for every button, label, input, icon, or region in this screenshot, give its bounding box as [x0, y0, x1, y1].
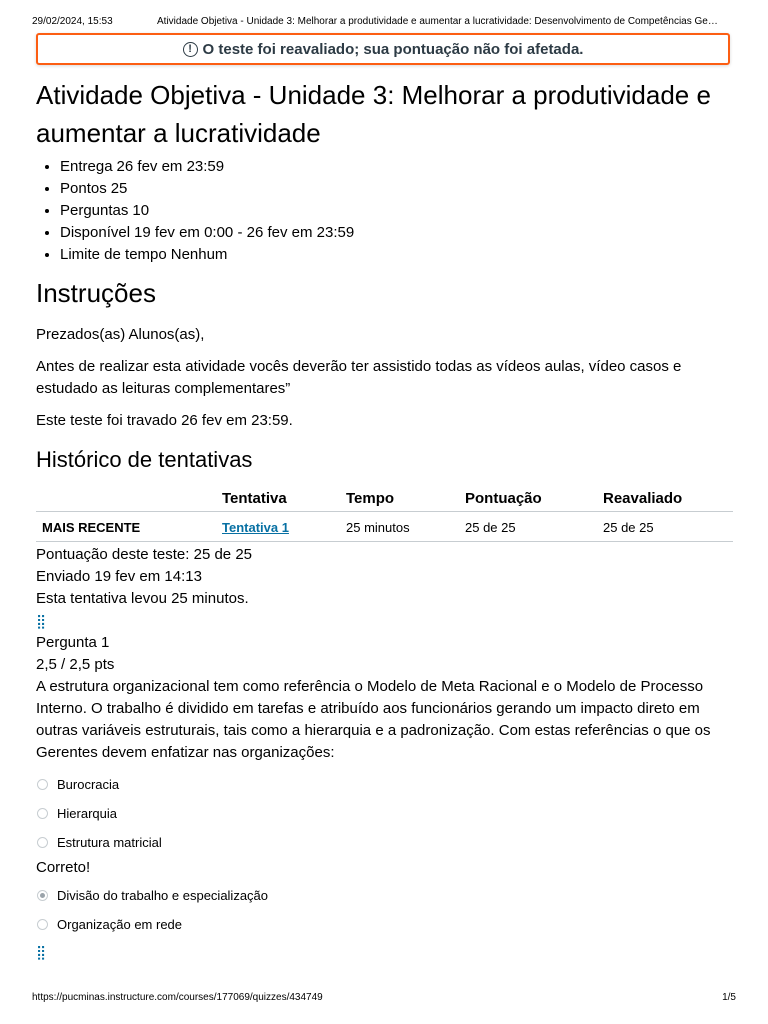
col-header-score: Pontuação	[459, 484, 597, 512]
score-cell: 25 de 25	[459, 512, 597, 542]
submitted-summary: Enviado 19 fev em 14:13	[36, 568, 202, 585]
answer-option[interactable]	[36, 828, 732, 857]
meta-item-time-limit: • Limite de tempo Nenhum	[60, 244, 732, 266]
answer-list	[36, 770, 732, 939]
table-row	[36, 512, 733, 542]
answer-option[interactable]	[36, 799, 732, 828]
meta-item-due: • Entrega 26 fev em 23:59	[60, 156, 732, 178]
table-header-row	[36, 484, 733, 512]
meta-item-points: • Pontos 25	[60, 178, 732, 200]
warning-icon: !	[183, 42, 198, 57]
time-cell: 25 minutos	[340, 512, 459, 542]
row-label: MAIS RECENTE	[36, 512, 216, 542]
question-points: 2,5 / 2,5 pts	[36, 656, 115, 673]
duration-summary: Esta tentativa levou 25 minutos.	[36, 590, 249, 607]
answer-label: Organização em rede	[57, 917, 183, 932]
locked-notice: Este teste foi travado 26 fev em 23:59.	[36, 412, 293, 429]
print-datetime: 29/02/2024, 15:53	[32, 16, 113, 27]
attempt-summary	[36, 544, 732, 610]
score-summary: Pontuação deste teste: 25 de 25	[36, 546, 252, 563]
quiz-content	[36, 72, 732, 963]
print-page-number: 1/5	[722, 992, 736, 1003]
alert-text: O teste foi reavaliado; sua pontuação não foi afetada.	[202, 40, 584, 58]
answer-label: Hierarquia	[57, 806, 117, 821]
correct-label: Correto!	[36, 859, 91, 876]
regraded-cell: 25 de 25	[597, 512, 733, 542]
attempt-history-table	[36, 484, 733, 542]
quiz-meta-list	[36, 156, 732, 266]
radio-icon[interactable]	[37, 919, 48, 930]
radio-icon[interactable]	[37, 837, 48, 848]
print-url: https://pucminas.instructure.com/courses/177069/quizzes/434749	[32, 992, 323, 1003]
col-header-time: Tempo	[340, 484, 459, 512]
radio-icon[interactable]	[37, 779, 48, 790]
answer-label: Estrutura matricial	[57, 835, 162, 850]
col-header-empty	[36, 484, 216, 512]
page-title: Atividade Objetiva - Unidade 3: Melhorar a produtividade e aumentar a lucratividade	[36, 80, 711, 148]
question-1	[36, 632, 732, 764]
radio-selected-icon[interactable]	[37, 890, 48, 901]
answer-label: Burocracia	[57, 777, 120, 792]
meta-item-questions: • Perguntas 10	[60, 200, 732, 222]
drag-handle-icon[interactable]: ⣿	[36, 613, 46, 629]
question-text: A estrutura organizacional tem como referência o Modelo de Meta Racional e o Modelo de Processo Interno. O trabalho é dividido em tarefas e atribuído aos funcionários gerando um impacto direto em outras variáveis estruturais, tais como a hierarquia e a padronização. Com estas referências o que os Gerentes devem enfatizar nas organizações:	[36, 678, 711, 761]
answer-option[interactable]	[36, 770, 732, 799]
answer-label: Divisão do trabalho e especialização	[57, 888, 269, 903]
instructions-text: Antes de realizar esta atividade vocês deverão ter assistido todas as vídeos aulas, vídeo casos e estudado as leituras complementares”	[36, 358, 682, 397]
col-header-attempt: Tentativa	[216, 484, 340, 512]
instructions-greeting: Prezados(as) Alunos(as),	[36, 326, 205, 343]
drag-handle-icon[interactable]: ⣿	[36, 944, 46, 960]
regrade-alert	[36, 33, 730, 65]
meta-item-available: • Disponível 19 fev em 0:00 - 26 fev em 23:59	[60, 222, 732, 244]
attempt-cell	[216, 512, 340, 542]
col-header-regraded: Reavaliado	[597, 484, 733, 512]
print-page-title: Atividade Objetiva - Unidade 3: Melhorar a produtividade e aumentar a lucratividade: Desenvolvimento de Competências Ge…	[157, 16, 718, 27]
radio-icon[interactable]	[37, 808, 48, 819]
history-heading: Histórico de tentativas	[36, 447, 253, 472]
attempt-link[interactable]: Tentativa 1	[222, 520, 289, 535]
answer-option-selected[interactable]	[36, 881, 732, 910]
answer-option[interactable]	[36, 910, 732, 939]
question-label: Pergunta 1	[36, 634, 110, 651]
print-header	[32, 16, 736, 30]
instructions-heading: Instruções	[36, 278, 156, 308]
print-footer	[32, 992, 736, 1006]
